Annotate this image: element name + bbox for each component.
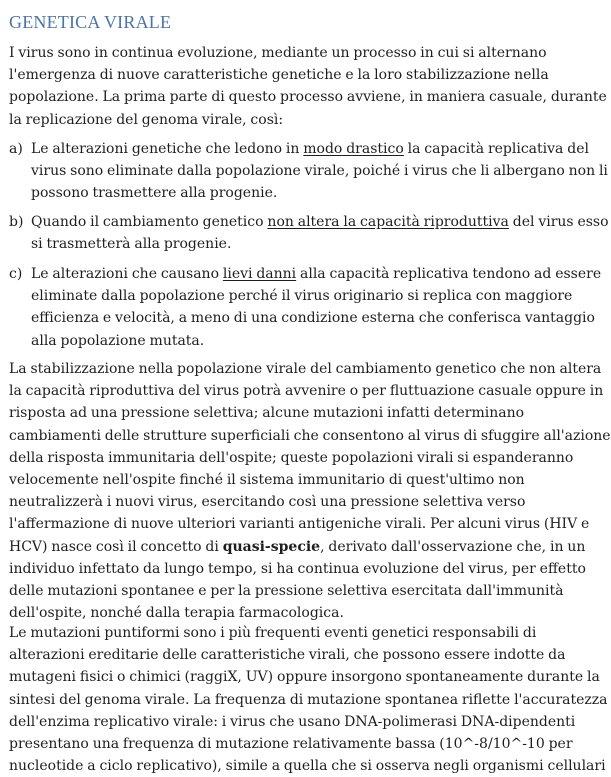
- paragraph-line: cambiamenti delle strutture superficiali che consentono al virus di sfuggire all'azione: [9, 427, 611, 444]
- bold-term: quasi-specie: [222, 538, 321, 555]
- intro-line: I virus sono in continua evoluzione, mediante un processo in cui si alternano: [9, 45, 547, 61]
- paragraph-line: neutralizzerà i nuovi virus, esercitando così una pressione selettiva verso: [9, 494, 526, 511]
- text-run: HCV) nasce così il concetto di: [9, 538, 223, 555]
- paragraph-line: presentano una frequenza di mutazione relativamente bassa (10^-8/10^-10 per: [9, 736, 573, 753]
- list-item-line: si trasmetterà alla progenie.: [31, 236, 232, 253]
- underlined-phrase: modo drastico: [303, 141, 404, 157]
- text-run: Quando il cambiamento genetico: [31, 214, 268, 230]
- list-item-c: [9, 263, 602, 352]
- list-marker: a): [9, 141, 23, 157]
- paragraph-line: nucleotide a ciclo replicativo), simile a quella che si osserva negli organismi cellulari: [9, 758, 606, 775]
- mutations-paragraph: [9, 622, 608, 777]
- paragraph-line: mutageni fisici o chimici (raggiX, UV) oppure insorgono spontaneamente durante la: [9, 669, 600, 686]
- list-item-line: [9, 211, 609, 233]
- list-marker: c): [9, 266, 23, 282]
- list-item-line: alla popolazione mutata.: [31, 332, 205, 349]
- list-item-line: [9, 138, 589, 160]
- section-heading: GENETICA VIRALE: [9, 12, 172, 32]
- list-item-line: efficienza e velocità, a meno di una condizione esterna che conferisca vantaggio: [31, 310, 595, 327]
- underlined-phrase: non altera la capacità riproduttiva: [267, 214, 509, 230]
- paragraph-line: alterazioni ereditarie delle caratteristiche virali, che possono essere indotte da: [9, 647, 566, 664]
- stabilization-paragraph: [9, 358, 611, 624]
- list-item-line: virus sono eliminate dalla popolazione virale, poiché i virus che li albergano non li: [31, 163, 608, 180]
- paragraph-line: della risposta immunitaria dell'ospite; queste popolazioni virali si espanderanno: [9, 449, 574, 466]
- text-run: Le alterazioni genetiche che ledono in: [31, 141, 304, 157]
- paragraph-line: [9, 536, 589, 558]
- intro-paragraph: [9, 42, 607, 131]
- paragraph-line: sintesi del genoma virale. La frequenza di mutazione spontanea riflette l'accuratezza: [9, 691, 608, 708]
- paragraph-line: La stabilizzazione nella popolazione virale del cambiamento genetico che non altera: [9, 361, 602, 377]
- list-item-line: possono trasmettere alla progenie.: [31, 185, 278, 202]
- text-run: Le alterazioni che causano: [31, 266, 223, 282]
- intro-line: l'emergenza di nuove caratteristiche genetiche e la loro stabilizzazione nella: [9, 67, 549, 84]
- list-item-b: [9, 211, 609, 255]
- intro-line: popolazione. La prima parte di questo processo avviene, in maniera casuale, durante: [9, 89, 607, 106]
- list-item-line: [9, 263, 602, 285]
- intro-line: la replicazione del genoma virale, così:: [9, 111, 284, 128]
- list-item-line: eliminate dalla popolazione perché il virus originario si replica con maggiore: [31, 288, 573, 305]
- paragraph-line: delle mutazioni spontanee e per la pressione selettiva esercitata dall'immunità: [9, 583, 564, 600]
- paragraph-line: la capacità riproduttiva del virus potrà avvenire o per fluttuazione casuale oppure in: [9, 383, 604, 400]
- paragraph-line: dell'enzima replicativo virale: i virus che usano DNA-polimerasi DNA-dipendenti: [9, 713, 576, 730]
- text-run: alla capacità replicativa tendono ad essere: [296, 266, 602, 282]
- list-item-a: [9, 138, 608, 205]
- text-run: del virus esso: [508, 214, 609, 230]
- paragraph-line: individuo infettato da lungo tempo, si ha continua evoluzione del virus, per effetto: [9, 560, 586, 577]
- underlined-phrase: lievi danni: [222, 266, 297, 282]
- paragraph-line: velocemente nell'ospite finché il sistema immunitario di quest'ultimo non: [9, 472, 525, 489]
- paragraph-line: l'affermazione di nuove ulteriori varianti antigeniche virali. Per alcuni virus (HIV e: [9, 516, 590, 533]
- paragraph-line: risposta ad una pressione selettiva; alcune mutazioni infatti determinano: [9, 405, 525, 422]
- paragraph-line: dell'ospite, nonché dalla terapia farmacologica.: [9, 605, 344, 622]
- text-run: , derivato dall'osservazione che, in un: [320, 538, 586, 555]
- list-marker: b): [9, 214, 24, 230]
- paragraph-line: Le mutazioni puntiformi sono i più frequenti eventi genetici responsabili di: [9, 625, 537, 641]
- text-run: la capacità replicativa del: [403, 141, 589, 157]
